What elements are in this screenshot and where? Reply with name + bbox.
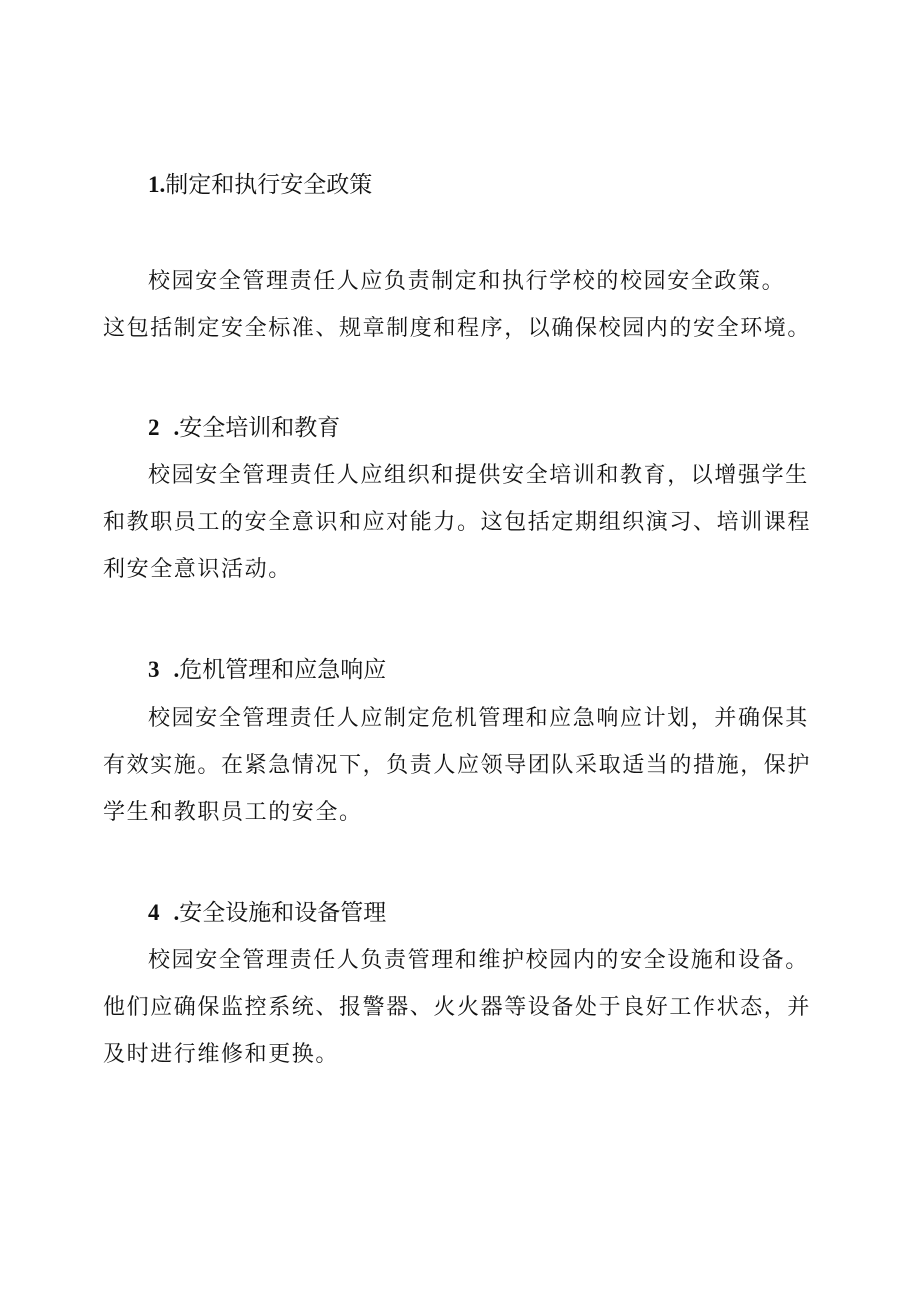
section-3-paragraph — [103, 695, 812, 836]
section-2-title: 安全培训和教育 — [179, 415, 341, 441]
section-3-heading — [148, 655, 386, 685]
section-1-separator: . — [159, 172, 166, 197]
section-2-paragraph — [103, 452, 812, 593]
section-4-paragraph — [103, 937, 812, 1078]
section-4-heading — [148, 898, 386, 928]
section-1-heading — [148, 170, 372, 200]
section-2-number: 2 — [148, 415, 160, 440]
section-4-separator: . — [173, 900, 180, 925]
section-1-paragraph — [103, 258, 812, 352]
paragraph-line: 校园安全管理责任人应制定危机管理和应急响应计划，并确保其 — [148, 706, 809, 731]
paragraph-line: 利安全意识活动。 — [103, 557, 292, 582]
paragraph-line: 有效实施。在紧急情况下，负责人应领导团队采取适当的措施，保护 — [103, 753, 812, 778]
section-2-heading — [148, 413, 340, 443]
section-3-title: 危机管理和应急响应 — [179, 657, 387, 683]
paragraph-line: 校园安全管理责任人负责管理和维护校园内的安全设施和设备。 — [148, 948, 809, 973]
section-3-number: 3 — [148, 657, 160, 682]
section-1-number: 1 — [148, 172, 160, 197]
section-2-separator: . — [173, 415, 180, 440]
paragraph-line: 校园安全管理责任人应组织和提供安全培训和教育，以增强学生 — [148, 463, 809, 488]
section-4-number: 4 — [148, 900, 160, 925]
section-3-separator: . — [173, 657, 180, 682]
paragraph-line: 和教职员工的安全意识和应对能力。这包括定期组织演习、培训课程 — [103, 510, 812, 535]
section-1-title: 制定和执行安全政策 — [165, 172, 373, 198]
paragraph-line: 校园安全管理责任人应负责制定和执行学校的校园安全政策。 — [148, 269, 786, 294]
paragraph-line: 学生和教职员工的安全。 — [103, 800, 363, 825]
paragraph-line: 及时进行维修和更换。 — [103, 1042, 340, 1067]
paragraph-line: 这包括制定安全标准、规章制度和程序，以确保校园内的安全环境。 — [103, 316, 812, 341]
paragraph-line: 他们应确保监控系统、报警器、火火器等设备处于良好工作状态，并 — [103, 995, 812, 1020]
section-4-title: 安全设施和设备管理 — [179, 900, 387, 926]
